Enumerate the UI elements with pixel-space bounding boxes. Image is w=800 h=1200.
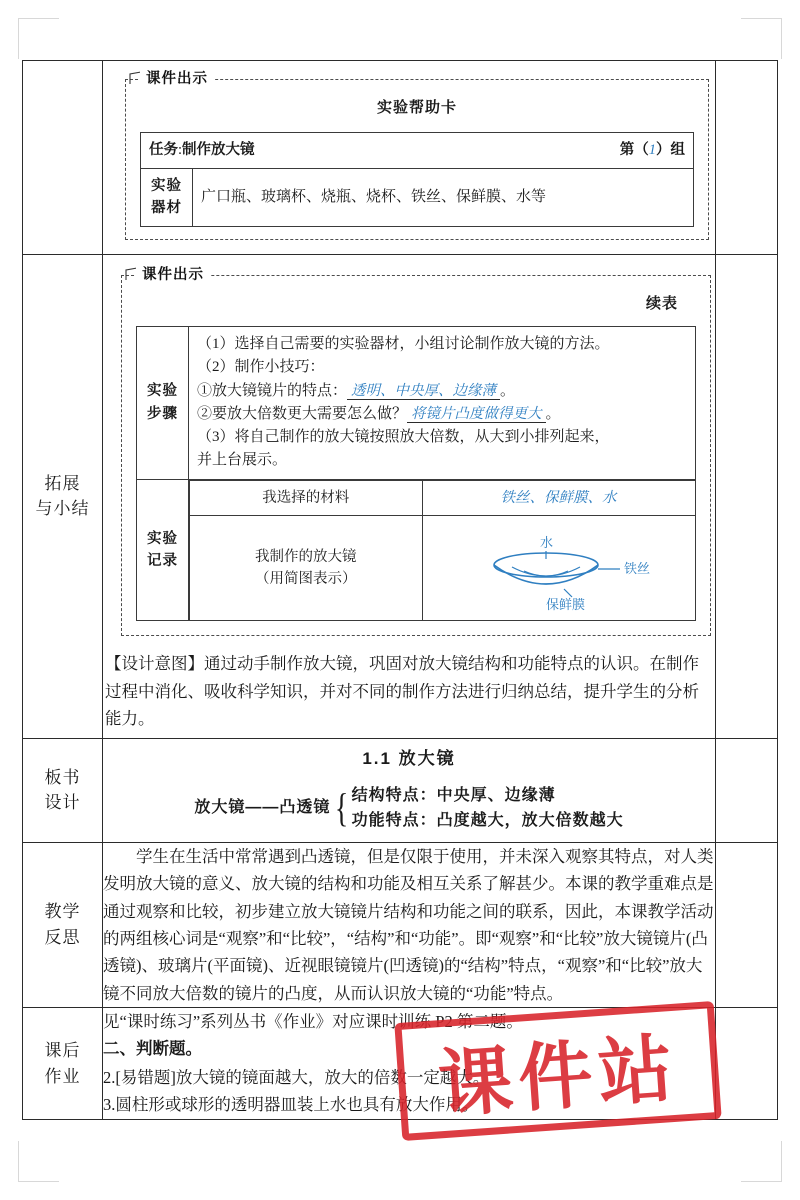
record-head-right: 铁丝、保鲜膜、水 <box>422 480 695 515</box>
step-2b-suffix: 。 <box>545 405 561 422</box>
row2-right-cell <box>716 254 778 738</box>
homework-line-3: 2.[易错题]放大镜的镜面越大，放大的倍数一定越大。 <box>103 1067 490 1087</box>
row1-body-cell <box>103 61 716 255</box>
task-value: 制作放大镜 <box>182 142 255 159</box>
magnifier-sketch <box>431 525 687 611</box>
design-intent-note: 【设计意图】通过动手制作放大镜，巩固对放大镜结构和功能特点的认识。在制作过程中消化、吸收科学知识，并对不同的制作方法进行归纳总结，提升学生的分析能力。 <box>105 654 699 728</box>
courseware-panel-1 <box>125 71 709 240</box>
svg-text:水: 水 <box>539 534 553 550</box>
row4-right-cell <box>716 842 778 1007</box>
homework-line-4: 3.圆柱形或球形的透明器皿装上水也具有放大作用。 <box>103 1095 479 1115</box>
lesson-plan-table <box>22 60 778 1120</box>
blackboard-right-line1: 结构特点：中央厚、边缘薄 <box>351 786 556 804</box>
table-row <box>23 739 778 843</box>
continued-label: 续表 <box>645 294 678 312</box>
material-value: 广口瓶、玻璃杯、烧瓶、烧杯、铁丝、保鲜膜、水等 <box>193 168 694 226</box>
crop-mark-top-left <box>18 18 59 59</box>
reflection-text: 学生在生活中常常遇到凸透镜，但是仅限于使用，并未深入观察其特点，对人类发明放大镜的意义、放大镜的结构和功能及相互关系了解甚少。本课的教学重难点是通过观察和比较，初步建立放大镜镜片结构和功能之间的联系，因此，本课教学活动的两组核心词是“观察”和“比较”，“结构”和“功能”。即“观察”和“比较”放大镜镜片(凸透镜)、玻璃片(平面镜)、近视眼镜镜片(凹透镜)的“结构”特点，“观察”和“比较”放大镜不同放大倍数的镜片的凸度，从而认识放大镜的“功能”特点。 <box>103 846 714 1003</box>
experiment-table <box>136 326 696 621</box>
step-3-cont: 并上台展示。 <box>197 452 288 469</box>
step-2a-prefix: ①放大镜镜片的特点： <box>197 382 348 399</box>
row-label-homework <box>23 1008 103 1120</box>
record-label-line2: 记录 <box>147 552 178 569</box>
help-card-task-row <box>141 133 694 168</box>
row3-right-cell <box>716 739 778 843</box>
step-2a <box>197 380 687 403</box>
row-label-homework-line2: 作业 <box>44 1066 81 1086</box>
task-label: 任务 <box>149 142 178 159</box>
steps-label-line2: 步骤 <box>147 405 178 422</box>
steps-label-line1: 实验 <box>147 383 178 400</box>
row4-body-cell <box>103 842 716 1007</box>
step-3: （3）将自己制作的放大镜按照放大倍数，从大到小排列起来， <box>197 429 610 445</box>
row-label-extension <box>23 254 103 738</box>
row3-body-cell <box>103 739 716 843</box>
row-label-reflection-line2: 反思 <box>44 927 81 947</box>
experiment-steps-row <box>137 327 696 480</box>
help-card-table <box>140 132 694 226</box>
record-draw-label-line1: 我制作的放大镜 <box>255 548 357 565</box>
table-row <box>23 254 778 738</box>
crop-mark-bottom-right <box>741 1141 782 1182</box>
crop-mark-bottom-left <box>18 1141 59 1182</box>
row-label-extension-line1: 拓展 <box>44 473 81 493</box>
steps-label <box>137 327 189 480</box>
material-label-line2: 器材 <box>151 200 182 217</box>
row-label-blackboard <box>23 739 103 843</box>
help-card-title: 实验帮助卡 <box>376 99 457 116</box>
group-suffix: ）组 <box>656 142 685 159</box>
record-inner-table <box>189 480 696 621</box>
svg-text:铁丝: 铁丝 <box>623 560 650 576</box>
row-label-extension-line2: 与小结 <box>35 499 90 519</box>
step-1: （1）选择自己需要的实验器材，小组讨论制作放大镜的方法。 <box>197 336 610 352</box>
record-label <box>137 479 189 621</box>
lesson-plan-page <box>22 60 778 1120</box>
record-head-left: 我选择的材料 <box>190 480 423 515</box>
row5-body-cell <box>103 1008 716 1120</box>
material-label-line1: 实验 <box>151 177 182 194</box>
row-label-blackboard-line2: 设计 <box>44 793 81 813</box>
step-2b <box>197 403 687 426</box>
table-row <box>23 61 778 255</box>
blackboard-right-text <box>352 783 624 834</box>
record-content <box>189 479 696 621</box>
experiment-record-row <box>137 479 696 621</box>
record-draw-label <box>190 515 423 620</box>
step-2a-suffix: 。 <box>500 382 516 399</box>
table-row <box>23 842 778 1007</box>
watermark-stamp-text: 课件站 <box>435 1026 681 1127</box>
steps-content <box>189 327 696 480</box>
record-material-row <box>190 480 696 515</box>
row2-body-cell <box>103 254 716 738</box>
step-2b-answer: 将镜片凸度做得更大 <box>407 406 546 423</box>
record-drawing-row <box>190 515 696 620</box>
group-text <box>620 139 685 161</box>
row5-right-cell <box>716 1008 778 1120</box>
homework-line-2: 二、判断题。 <box>103 1039 202 1058</box>
record-drawing-cell <box>422 515 695 620</box>
blackboard-right-line2: 功能特点：凸度越大，放大倍数越大 <box>351 812 624 830</box>
svg-text:保鲜膜: 保鲜膜 <box>545 596 585 611</box>
row-label-blackboard-line1: 板书 <box>44 767 81 787</box>
task-text: 任务:制作放大镜 <box>149 142 255 159</box>
record-draw-label-line2: （用简图表示） <box>255 570 357 587</box>
blackboard-content <box>103 783 715 834</box>
crop-mark-top-right <box>741 18 782 59</box>
step-2a-answer: 透明、中央厚、边缘薄 <box>347 383 500 400</box>
step-2: （2）制作小技巧： <box>197 359 325 376</box>
courseware-tag-1: 课件出示 <box>140 68 214 91</box>
row-label-homework-line1: 课后 <box>44 1041 81 1061</box>
task-cell <box>141 133 694 168</box>
courseware-tag-2: 课件出示 <box>136 264 210 287</box>
blackboard-title: 1.1 放大镜 <box>362 749 456 769</box>
table-row <box>23 1008 778 1120</box>
homework-line-1: 见“课时练习”系列丛书《作业》对应课时训练 P2 第二题。 <box>103 1012 523 1032</box>
group-number: 1 <box>648 142 656 159</box>
row-label-reflection-line1: 教学 <box>44 902 81 922</box>
row1-right-cell <box>716 61 778 255</box>
row-label-reflection <box>23 842 103 1007</box>
group-prefix: 第（ <box>619 142 649 159</box>
courseware-panel-2 <box>121 266 711 637</box>
row1-label-cell <box>23 61 103 255</box>
help-card-material-row <box>141 168 694 226</box>
blackboard-left-text: 放大镜——凸透镜 <box>194 799 331 817</box>
material-label <box>141 168 193 226</box>
step-2b-prefix: ②要放大倍数更大需要怎么做？ <box>197 405 408 422</box>
brace-icon: { <box>335 785 349 831</box>
record-label-line1: 实验 <box>147 530 178 547</box>
